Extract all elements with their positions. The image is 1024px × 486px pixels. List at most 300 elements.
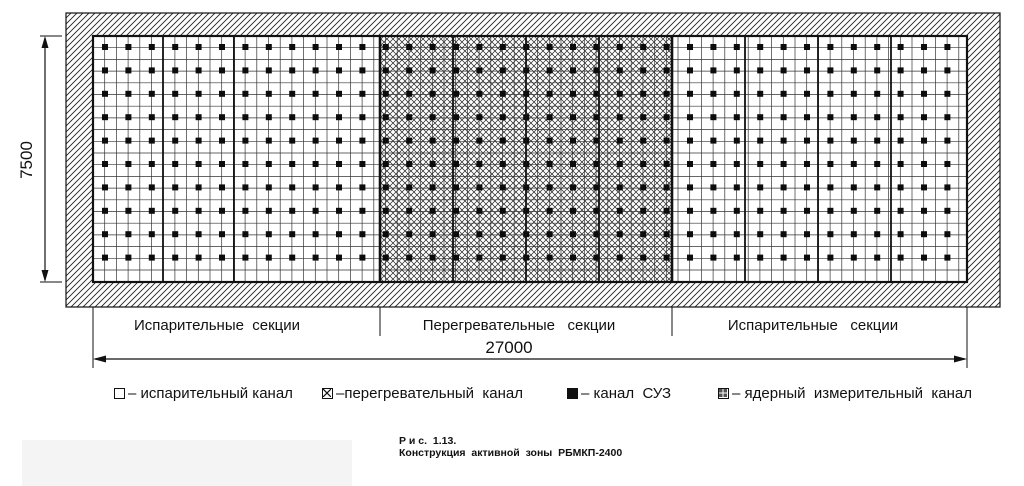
control-channel-marker [734,161,740,167]
control-channel-marker [687,91,693,97]
control-channel-marker [664,67,670,73]
control-channel-marker [289,138,295,144]
control-channel-marker [757,255,763,261]
control-channel-marker [313,208,319,214]
control-channel-marker [102,208,108,214]
control-channel-marker [172,91,178,97]
figure-number: Р и с. 1.13. [399,435,457,447]
legend-superheat-channel [322,385,523,402]
control-channel-marker [336,138,342,144]
control-channel-marker [687,184,693,190]
control-channel-marker [219,114,225,120]
control-channel-marker [219,255,225,261]
control-channel-marker [266,255,272,261]
control-channel-marker [944,231,950,237]
control-channel-marker [710,231,716,237]
control-channel-marker [196,255,202,261]
control-channel-marker [196,184,202,190]
control-channel-marker [710,44,716,50]
control-channel-marker [664,231,670,237]
control-channel-marker [617,231,623,237]
control-channel-marker [664,184,670,190]
control-channel-marker [383,138,389,144]
control-channel-marker [219,91,225,97]
control-channel-marker [430,138,436,144]
control-channel-marker [851,138,857,144]
control-channel-marker [851,208,857,214]
control-channel-marker [804,44,810,50]
control-channel-marker [734,184,740,190]
control-channel-marker [757,114,763,120]
legend-superheat-text: –перегревательный канал [336,385,523,402]
control-channel-marker [921,255,927,261]
control-channel-marker [476,231,482,237]
control-channel-marker [804,231,810,237]
control-channel-marker [898,231,904,237]
control-channel-marker [827,208,833,214]
control-channel-marker [219,67,225,73]
control-channel-marker [944,161,950,167]
control-channel-marker [664,44,670,50]
control-channel-marker [687,67,693,73]
control-channel-marker [430,114,436,120]
control-channel-marker [944,44,950,50]
control-channel-marker [640,91,646,97]
control-channel-marker [547,67,553,73]
control-channel-marker [102,91,108,97]
control-channel-marker [359,161,365,167]
control-channel-marker [125,231,131,237]
control-channel-marker [640,138,646,144]
control-channel-marker [289,255,295,261]
control-channel-marker [149,114,155,120]
control-channel-marker [851,184,857,190]
control-channel-marker [921,231,927,237]
control-channel-marker [547,255,553,261]
control-channel-marker [359,138,365,144]
control-channel-marker [266,161,272,167]
control-channel-marker [383,114,389,120]
control-channel-marker [266,91,272,97]
control-channel-marker [476,67,482,73]
control-channel-marker [640,161,646,167]
control-channel-marker [827,138,833,144]
control-channel-marker [289,184,295,190]
control-channel-marker [710,255,716,261]
control-channel-marker [149,208,155,214]
control-channel-marker [125,184,131,190]
control-channel-marker [664,208,670,214]
control-channel-marker [734,91,740,97]
control-channel-marker [547,161,553,167]
section-label-left: Испарительные секции [133,317,301,334]
control-channel-marker [734,114,740,120]
control-channel-marker [196,114,202,120]
control-channel-marker [570,114,576,120]
control-channel-marker [921,67,927,73]
control-channel-marker [102,255,108,261]
control-channel-marker [125,208,131,214]
control-channel-marker [547,114,553,120]
control-channel-marker [125,44,131,50]
height-dimension [17,36,62,282]
control-channel-marker [921,184,927,190]
control-channel-marker [687,161,693,167]
control-channel-marker [172,231,178,237]
figure-caption [399,435,622,459]
control-channel-marker [149,255,155,261]
control-channel-marker [570,138,576,144]
control-channel-marker [617,114,623,120]
control-channel-marker [874,91,880,97]
control-channel-marker [383,208,389,214]
control-channel-marker [874,44,880,50]
control-channel-marker [476,255,482,261]
control-channel-marker [617,161,623,167]
control-channel-marker [383,161,389,167]
control-channel-marker [149,231,155,237]
control-channel-marker [359,208,365,214]
control-channel-marker [898,138,904,144]
control-channel-marker [710,184,716,190]
control-channel-marker [898,67,904,73]
control-channel-marker [383,44,389,50]
height-dimension-label: 7500 [17,141,36,179]
control-channel-marker [242,231,248,237]
control-channel-marker [313,114,319,120]
control-channel-marker [102,231,108,237]
control-channel-marker [874,255,880,261]
control-channel-marker [874,67,880,73]
control-channel-marker [125,138,131,144]
control-channel-marker [757,44,763,50]
control-channel-marker [430,184,436,190]
control-channel-marker [102,67,108,73]
control-channel-marker [898,184,904,190]
control-channel-marker [406,184,412,190]
control-channel-marker [570,44,576,50]
control-channel-marker [570,91,576,97]
control-channel-marker [266,184,272,190]
legend-control-channel [567,385,671,402]
control-channel-marker [430,255,436,261]
control-channel-marker [547,231,553,237]
control-channel-marker [944,67,950,73]
control-channel-marker [500,184,506,190]
control-channel-marker [827,114,833,120]
control-channel-marker [359,44,365,50]
control-channel-marker [102,184,108,190]
control-channel-marker [430,161,436,167]
control-channel-marker [383,67,389,73]
control-channel-marker [734,231,740,237]
control-channel-marker [687,138,693,144]
control-channel-marker [570,231,576,237]
control-channel-marker [289,44,295,50]
control-channel-marker [804,255,810,261]
control-channel-marker [430,231,436,237]
control-channel-marker [664,138,670,144]
legend-evaporation-channel [114,385,293,402]
control-channel-marker [781,184,787,190]
control-channel-marker [476,44,482,50]
control-channel-marker [500,114,506,120]
control-channel-marker [921,91,927,97]
control-channel-marker [851,91,857,97]
control-channel-marker [242,67,248,73]
control-channel-marker [289,91,295,97]
control-channel-marker [336,67,342,73]
control-channel-marker [687,255,693,261]
control-channel-marker [359,114,365,120]
control-channel-marker [359,255,365,261]
legend-control-text: – канал СУЗ [581,385,672,402]
section-label-center: Перегревательные секции [422,317,616,334]
control-channel-marker [313,184,319,190]
control-channel-marker [500,255,506,261]
control-channel-marker [827,231,833,237]
control-channel-marker [476,138,482,144]
control-channel-marker [196,138,202,144]
control-channel-marker [336,208,342,214]
control-channel-marker [664,161,670,167]
control-channel-marker [500,91,506,97]
control-channel-marker [921,44,927,50]
control-channel-marker [406,255,412,261]
control-channel-marker [125,91,131,97]
control-channel-marker [430,208,436,214]
control-channel-marker [406,91,412,97]
control-channel-marker [874,161,880,167]
control-channel-marker [640,114,646,120]
control-channel-marker [336,114,342,120]
control-channel-marker [219,184,225,190]
control-channel-marker [266,231,272,237]
control-channel-marker [219,138,225,144]
control-channel-marker [640,255,646,261]
control-channel-marker [617,184,623,190]
control-channel-marker [851,44,857,50]
control-channel-marker [710,161,716,167]
control-channel-marker [734,255,740,261]
control-channel-marker [827,161,833,167]
section-label-right: Испарительные секции [727,317,899,334]
control-channel-marker [313,91,319,97]
control-channel-marker [617,67,623,73]
control-channel-marker [430,67,436,73]
control-channel-marker [476,114,482,120]
control-channel-marker [406,138,412,144]
control-channel-marker [125,67,131,73]
control-channel-marker [827,255,833,261]
control-channel-marker [570,208,576,214]
control-channel-marker [102,161,108,167]
control-channel-marker [921,208,927,214]
control-channel-marker [617,138,623,144]
control-channel-marker [149,91,155,97]
control-channel-marker [289,67,295,73]
control-channel-marker [500,138,506,144]
control-channel-marker [921,138,927,144]
control-channel-marker [383,231,389,237]
control-channel-marker [266,114,272,120]
control-channel-marker [476,91,482,97]
control-channel-marker [640,208,646,214]
control-channel-marker [570,255,576,261]
control-channel-marker [617,208,623,214]
nuclear-measurement-channel-icon [718,388,729,399]
control-channel-marker [500,208,506,214]
control-channel-marker [617,255,623,261]
control-channel-marker [125,255,131,261]
control-channel-marker [172,161,178,167]
control-channel-marker [547,91,553,97]
control-channel-marker [687,208,693,214]
control-channel-marker [640,44,646,50]
control-channel-marker [149,161,155,167]
control-channel-marker [547,44,553,50]
control-channel-marker [851,231,857,237]
control-channel-marker [313,138,319,144]
control-channel-marker [617,91,623,97]
control-channel-marker [500,231,506,237]
control-channel-marker [804,184,810,190]
control-channel-marker [710,138,716,144]
control-channel-marker [406,161,412,167]
control-channel-marker [640,184,646,190]
control-channel-marker [266,208,272,214]
control-channel-marker [781,114,787,120]
control-channel-marker [406,114,412,120]
control-channel-marker [851,255,857,261]
control-channel-marker [664,91,670,97]
control-channel-marker [781,208,787,214]
control-channel-marker [898,208,904,214]
control-channel-marker [757,91,763,97]
control-channel-marker [781,67,787,73]
control-channel-marker [781,255,787,261]
control-channel-marker [827,67,833,73]
control-channel-marker [266,67,272,73]
control-channel-marker [898,255,904,261]
control-channel-marker [406,67,412,73]
control-channel-marker [289,208,295,214]
control-channel-marker [804,67,810,73]
control-channel-marker [102,44,108,50]
control-channel-marker [125,161,131,167]
control-channel-marker [547,138,553,144]
control-channel-marker [734,138,740,144]
control-channel-marker [734,208,740,214]
control-channel-marker [219,44,225,50]
control-channel-marker [944,138,950,144]
control-channel-marker [149,184,155,190]
control-channel-marker [944,208,950,214]
control-channel-marker [430,91,436,97]
control-channel-marker [242,255,248,261]
control-channel-marker [500,67,506,73]
control-channel-marker [172,138,178,144]
control-channel-marker [476,161,482,167]
control-channel-marker [898,161,904,167]
control-channel-marker [570,161,576,167]
control-channel-marker [898,91,904,97]
control-channel-marker [196,44,202,50]
control-channel-marker [757,138,763,144]
control-channel-marker [336,231,342,237]
superheat-channel-icon [322,388,333,399]
control-channel-marker [196,91,202,97]
control-channel-marker [874,208,880,214]
control-channel-marker [289,231,295,237]
control-channel-marker [406,208,412,214]
control-channel-marker [313,44,319,50]
control-channel-marker [336,161,342,167]
control-channel-marker [734,67,740,73]
control-channel-marker [710,114,716,120]
control-channel-icon [567,388,578,399]
evaporation-channel-icon [114,388,125,399]
control-channel-marker [172,208,178,214]
control-channel-marker [757,161,763,167]
control-channel-marker [219,208,225,214]
control-channel-marker [781,44,787,50]
control-channel-marker [781,231,787,237]
control-channel-marker [172,255,178,261]
control-channel-marker [874,114,880,120]
control-channel-marker [687,231,693,237]
control-channel-marker [804,91,810,97]
control-channel-marker [313,67,319,73]
control-channel-marker [102,138,108,144]
control-channel-marker [242,138,248,144]
control-channel-marker [336,91,342,97]
control-channel-marker [898,114,904,120]
control-channel-marker [804,138,810,144]
control-channel-marker [336,44,342,50]
control-channel-marker [710,208,716,214]
control-channel-marker [804,208,810,214]
control-channel-marker [476,208,482,214]
control-channel-marker [500,161,506,167]
control-channel-marker [242,208,248,214]
control-channel-marker [617,44,623,50]
control-channel-marker [851,67,857,73]
control-channel-marker [921,114,927,120]
control-channel-marker [242,114,248,120]
figure-title: Конструкция активной зоны РБМКП-2400 [399,447,623,459]
control-channel-marker [757,231,763,237]
control-channel-marker [219,231,225,237]
control-channel-marker [757,184,763,190]
control-channel-marker [242,44,248,50]
control-channel-marker [781,91,787,97]
control-channel-marker [757,208,763,214]
control-channel-marker [266,44,272,50]
control-channel-marker [196,67,202,73]
control-channel-marker [898,44,904,50]
control-channel-marker [359,91,365,97]
control-channel-marker [313,255,319,261]
control-channel-marker [313,161,319,167]
control-channel-marker [149,44,155,50]
control-channel-marker [944,91,950,97]
control-channel-marker [359,231,365,237]
control-channel-marker [804,114,810,120]
legend-evaporation-text: – испарительный канал [128,385,293,402]
control-channel-marker [359,67,365,73]
control-channel-marker [804,161,810,167]
